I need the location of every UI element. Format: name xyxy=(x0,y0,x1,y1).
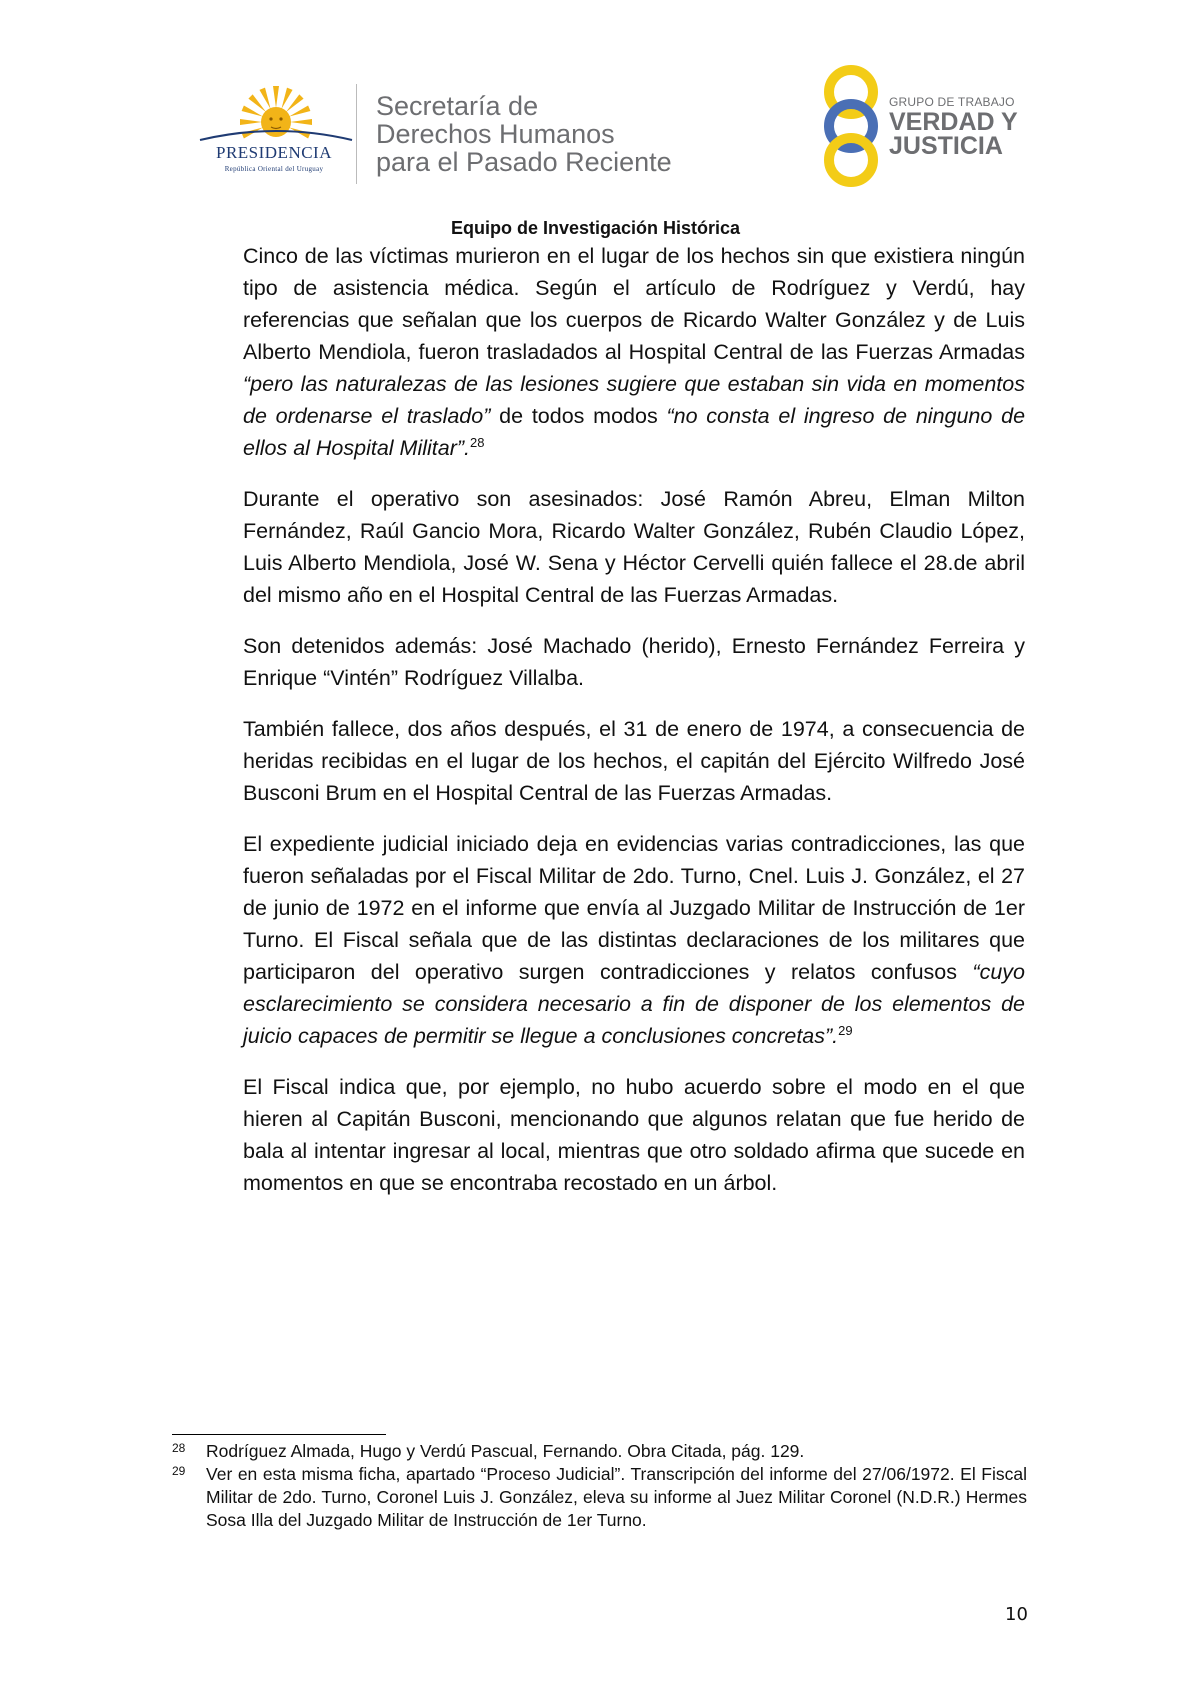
paragraph-3: Son detenidos además: José Machado (herido), Ernesto Fernández Ferreira y Enrique “Vintén” Rodríguez Villalba. xyxy=(243,634,1025,690)
secretaria-line-2: Derechos Humanos xyxy=(376,119,615,149)
secretaria-line-3: para el Pasado Reciente xyxy=(376,147,672,177)
footnote-number: 29 xyxy=(172,1464,186,1478)
footnote-28 xyxy=(172,1440,1027,1463)
justicia-label: JUSTICIA xyxy=(889,132,1003,160)
footnote-number: 28 xyxy=(172,1441,186,1455)
team-title: Equipo de Investigación Histórica xyxy=(450,218,741,238)
page-header xyxy=(0,0,1191,230)
grupo-trabajo-label: GRUPO DE TRABAJO xyxy=(889,95,1015,109)
p1-text-a: Cinco de las víctimas murieron en el lugar de los hechos sin que existiera ningún tipo de asistencia médica. Según el artículo de Rodríguez y Verdú, hay referencias que señalan que los cuerpos de Ricardo Walter González y de Luis Alberto Mendiola, fueron trasladados al Hospital Central de las Fuerzas Armadas xyxy=(243,244,1025,364)
p1-quote-2: “no consta el ingreso de ninguno de ellos al Hospital Militar”. xyxy=(243,404,1026,460)
p1-text-c: de todos modos xyxy=(490,404,667,428)
p5-quote: “cuyo esclarecimiento se considera necesario a fin de disponer de los elementos de juicio capaces de permitir se llegue a conclusiones concretas”. xyxy=(243,960,1025,1048)
footnote-separator xyxy=(172,1434,386,1435)
p1-quote-1: “pero las naturalezas de las lesiones sugiere que estaban sin vida en momentos de ordenarse el traslado” xyxy=(243,372,1025,428)
presidencia-subtitle: República Oriental del Uruguay xyxy=(224,165,324,173)
paragraph-1 xyxy=(243,240,1025,464)
secretaria-line-1: Secretaría de xyxy=(376,91,539,121)
paragraph-4: También fallece, dos años después, el 31 de enero de 1974, a consecuencia de heridas recibidas en el lugar de los hechos, el capitán del Ejército Wilfredo José Busconi Brum en el Hospital Central de las Fuerzas Armadas. xyxy=(243,717,1025,805)
footnote-29 xyxy=(172,1463,1027,1532)
footnote-text: Ver en esta misma ficha, apartado “Proceso Judicial”. Transcripción del informe del 27/06/1972. El Fiscal Militar de 2do. Turno, Coronel Luis J. González, eleva su informe al Juez Militar Coronel (N.D.R.) Hermes Sosa Illa del Juzgado Militar de Instrucción de 1er Turno. xyxy=(206,1464,1027,1530)
p5-text-a: El expediente judicial iniciado deja en evidencias varias contradicciones, las que fueron señaladas por el Fiscal Militar de 2do. Turno, Cnel. Luis J. González, el 27 de junio de 1972 en el informe que envía al Juzgado Militar de Instrucción de 1er Turno. El Fiscal señala que de las distintas declaraciones de los militares que participaron del operativo surgen contradicciones y relatos confusos xyxy=(243,832,1025,984)
verdad-label: VERDAD Y xyxy=(889,108,1018,136)
document-body xyxy=(243,240,1025,1218)
page-number: 10 xyxy=(1005,1604,1028,1625)
paragraph-5 xyxy=(243,828,1025,1052)
footnote-ref-29[interactable]: 29 xyxy=(838,1022,853,1038)
footnote-ref-28[interactable]: 28 xyxy=(470,434,485,450)
secretaria-title xyxy=(376,92,672,176)
paragraph-6: El Fiscal indica que, por ejemplo, no hubo acuerdo sobre el modo en el que hieren al Capitán Busconi, mencionando que algunos relatan que fue herido de bala al intentar ingresar al local, mientras que otro soldado afirma que sucede en momentos en que se encontraba recostado en un árbol. xyxy=(243,1075,1025,1195)
footnote-text: Rodríguez Almada, Hugo y Verdú Pascual, Fernando. Obra Citada, pág. 129. xyxy=(206,1441,805,1461)
presidencia-name: PRESIDENCIA xyxy=(215,143,332,162)
header-divider xyxy=(356,84,357,184)
verdad-justicia-rings-logo xyxy=(810,62,892,190)
paragraph-2: Durante el operativo son asesinados: José Ramón Abreu, Elman Milton Fernández, Raúl Gancio Mora, Ricardo Walter González, Rubén Claudio López, Luis Alberto Mendiola, José W. Sena y Héctor Cervelli quién fallece el 28.de abril del mismo año en el Hospital Central de las Fuerzas Armadas. xyxy=(243,487,1025,607)
